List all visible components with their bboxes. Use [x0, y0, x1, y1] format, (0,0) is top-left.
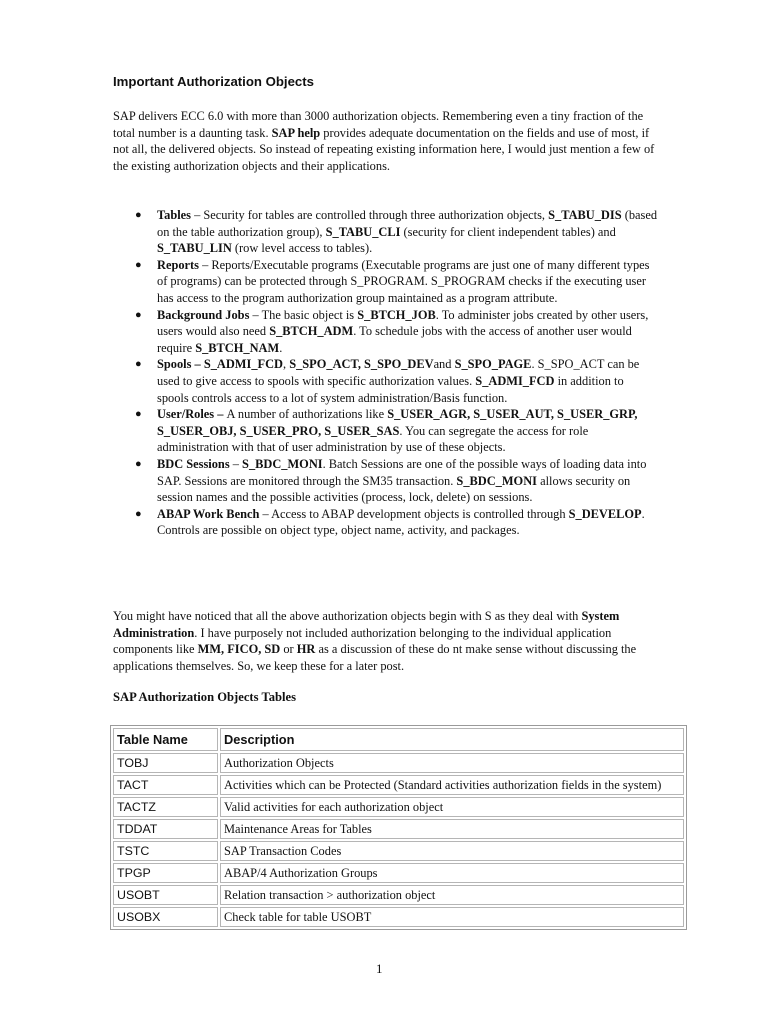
table-row	[113, 907, 684, 927]
list-item-tables: ● Tables – Security for tables are controlled through three authorization objects, S_TABU_DIS (based on the table authorization group), S_TABU_CLI (security for client independent tables) and S_TABU_LIN (row level access to tables).	[135, 208, 658, 256]
table-row	[113, 797, 684, 817]
description-cell: Valid activities for each authorization object	[220, 797, 684, 817]
table-name-cell: USOBX	[113, 907, 218, 927]
table-name-cell: TOBJ	[113, 753, 218, 773]
table-name-cell: TPGP	[113, 863, 218, 883]
description-cell: Authorization Objects	[220, 753, 684, 773]
intro-paragraph: SAP delivers ECC 6.0 with more than 3000 authorization objects. Remembering even a tiny fraction of the total number is a daunting task. SAP help provides adequate documentation on the fields and use of most, if not all, the delivered objects. So instead of repeating existing information here, I would just mention a few of the existing authorization objects and their applications.	[113, 109, 655, 173]
table-row	[113, 775, 684, 795]
list-item-reports: ● Reports – Reports/Executable programs (Executable programs are just one of many different types of programs) can be protected through S_PROGRAM. S_PROGRAM checks if the executing user has access to the program authorization group maintained as a program attribute.	[135, 257, 650, 305]
table-name-cell: USOBT	[113, 885, 218, 905]
table-name-cell: TDDAT	[113, 819, 218, 839]
list-item-background-jobs: ● Background Jobs – The basic object is S_BTCH_JOB. To administer jobs created by other users, users would also need S_BTCH_ADM. To schedule jobs with the access of another user would require S_BTCH_NAM.	[135, 307, 649, 355]
description-cell: SAP Transaction Codes	[220, 841, 684, 861]
description-cell: Check table for table USOBT	[220, 907, 684, 927]
table-row	[113, 841, 684, 861]
bullet-icon: ●	[135, 308, 142, 321]
table-row	[113, 863, 684, 883]
bullet-icon: ●	[135, 258, 142, 271]
sap-help-link-text: SAP help	[271, 125, 321, 140]
list-item-bdc-sessions: ● BDC Sessions – S_BDC_MONI. Batch Sessions are one of the possible ways of loading data into SAP. Sessions are monitored through the SM35 transaction. S_BDC_MONI allows security on session names and the possible activities (process, lock, delete) on sessions.	[135, 456, 647, 505]
list-item-user-roles: ● User/Roles – A number of authorizations like S_USER_AGR, S_USER_AUT, S_USER_GRP, S_USER_OBJ, S_USER_PRO, S_USER_SAS. You can segregate the access for role administration with that of user administration by use of these objects.	[135, 407, 638, 455]
column-header-description: Description	[220, 728, 684, 751]
authorization-object-list	[113, 207, 658, 539]
description-cell: Activities which can be Protected (Standard activities authorization fields in the system)	[220, 775, 684, 795]
table-row	[113, 885, 684, 905]
table-row	[113, 819, 684, 839]
authorization-tables-table	[110, 725, 687, 930]
table-section-heading: SAP Authorization Objects Tables	[113, 690, 296, 704]
outro-paragraph: You might have noticed that all the above authorization objects begin with S as they deal with System Administration. I have purposely not included authorization belonging to the individual application components like MM, FICO, SD or HR as a discussion of these do nt make sense without discussing the applications themselves. So, we keep these for a later post.	[113, 609, 637, 673]
list-item-spools: ● Spools – S_ADMI_FCD, S_SPO_ACT, S_SPO_DEVand S_SPO_PAGE. S_SPO_ACT can be used to give access to spools with specific authorization values. S_ADMI_FCD in addition to spools controls access to a lot of system administration/Basis function.	[135, 357, 640, 405]
list-item-abap-work-bench: ● ABAP Work Bench – Access to ABAP development objects is controlled through S_DEVELOP. Controls are possible on object type, object name, activity, and packages.	[135, 506, 645, 538]
column-header-table-name: Table Name	[113, 728, 218, 751]
bullet-icon: ●	[135, 408, 142, 421]
bullet-icon: ●	[135, 209, 142, 221]
description-cell: Maintenance Areas for Tables	[220, 819, 684, 839]
page-title: Important Authorization Objects	[113, 74, 314, 89]
page-number: 1	[376, 961, 383, 976]
bullet-icon: ●	[135, 507, 142, 520]
table-name-cell: TACTZ	[113, 797, 218, 817]
bullet-icon: ●	[135, 457, 142, 470]
description-cell: ABAP/4 Authorization Groups	[220, 863, 684, 883]
description-cell: Relation transaction > authorization object	[220, 885, 684, 905]
table-header-row	[113, 728, 684, 751]
bullet-icon: ●	[135, 358, 142, 371]
table-name-cell: TSTC	[113, 841, 218, 861]
table-row	[113, 753, 684, 773]
table-name-cell: TACT	[113, 775, 218, 795]
